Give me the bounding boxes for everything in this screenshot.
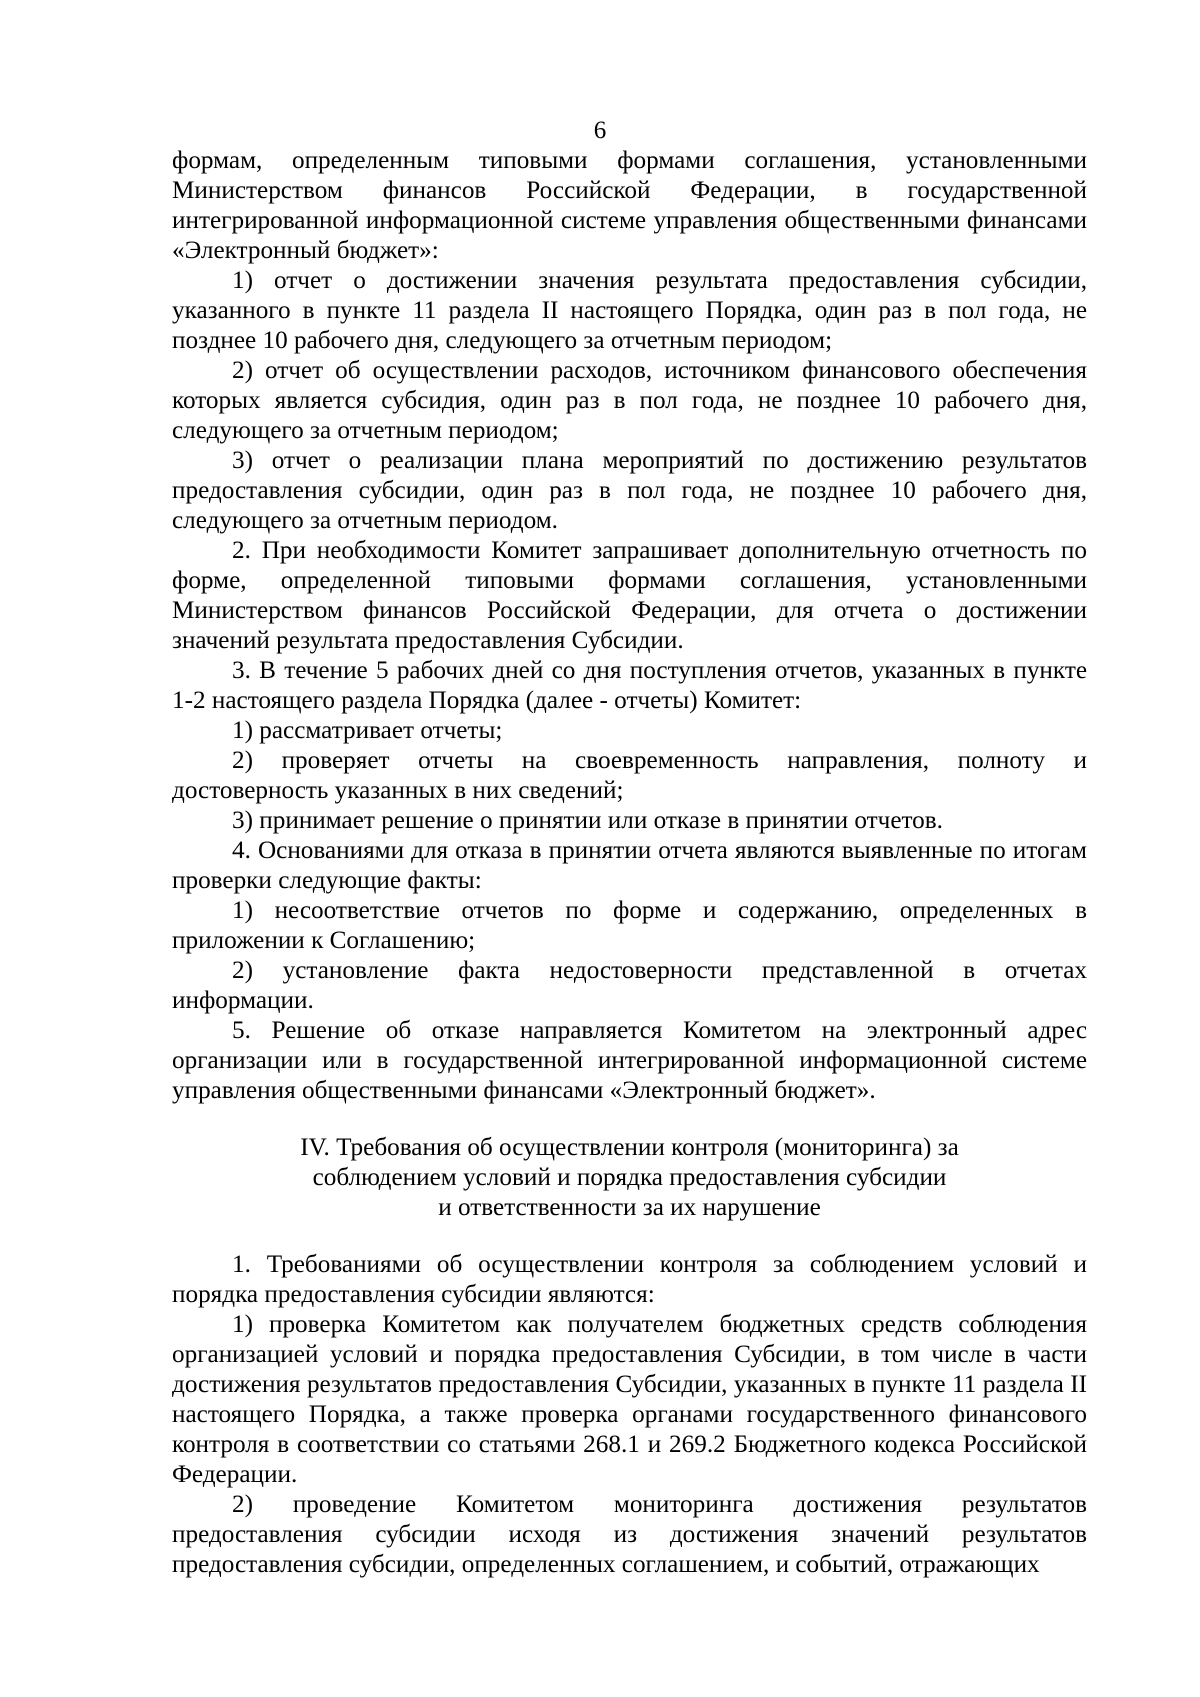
paragraph: 3) отчет о реализации плана мероприятий по достижению результатов предоставления субсидии, один раз в пол года, не позднее 10 рабочего дня, следующего за отчетным периодом.	[172, 447, 1087, 534]
paragraph: 2) проверяет отчеты на своевременность направления, полноту и достоверность указанных в них сведений;	[172, 747, 1087, 804]
paragraph: 2) отчет об осуществлении расходов, источником финансового обеспечения которых является субсидия, один раз в пол года, не позднее 10 рабочего дня, следующего за отчетным периодом;	[172, 357, 1087, 444]
paragraph: 1. Требованиями об осуществлении контроля за соблюдением условий и порядка предоставления субсидии являются:	[172, 1251, 1087, 1308]
paragraph: 1) отчет о достижении значения результата предоставления субсидии, указанного в пункте 11 раздела II настоящего Порядка, один раз в пол года, не позднее 10 рабочего дня, следующего за отчетным периодом;	[172, 267, 1087, 354]
section-heading	[172, 1133, 1087, 1223]
paragraph: 3. В течение 5 рабочих дней со дня поступления отчетов, указанных в пункте 1-2 настоящего раздела Порядка (далее - отчеты) Комитет:	[172, 657, 1087, 714]
paragraph: 1) рассматривает отчеты;	[232, 717, 503, 744]
document-body	[172, 146, 1087, 1580]
paragraph: 1) проверка Комитетом как получателем бюджетных средств соблюдения организацией условий и порядка предоставления Субсидии, в том числе в части достижения результатов предоставления Субсидии, указанных в пункте 11 раздела II настоящего Порядка, а также проверка органами государственного финансового контроля в соответствии со статьями 268.1 и 269.2 Бюджетного кодекса Российской Федерации.	[172, 1311, 1087, 1488]
page-number: 6	[593, 117, 607, 144]
paragraph: 2) установление факта недостоверности представленной в отчетах информации.	[172, 957, 1087, 1014]
paragraph: 2. При необходимости Комитет запрашивает дополнительную отчетность по форме, определенной типовыми формами соглашения, установленными Министерством финансов Российской Федерации, для отчета о достижении значений результата предоставления Субсидии.	[172, 537, 1087, 654]
section-heading-line: и ответственности за их нарушение	[438, 1194, 821, 1221]
paragraph: 3) принимает решение о принятии или отказе в принятии отчетов.	[232, 807, 943, 834]
paragraph: формам, определенным типовыми формами соглашения, установленными Министерством финансов Российской Федерации, в государственной интегрированной информационной системе управления общественными финансами «Электронный бюджет»:	[172, 147, 1087, 264]
section-heading-line: соблюдением условий и порядка предоставления субсидии	[312, 1164, 947, 1191]
paragraph: 4. Основаниями для отказа в принятии отчета являются выявленные по итогам проверки следующие факты:	[172, 837, 1087, 894]
section-heading-line: IV. Требования об осуществлении контроля (мониторинга) за	[300, 1134, 959, 1161]
paragraph: 1) несоответствие отчетов по форме и содержанию, определенных в приложении к Соглашению;	[172, 897, 1087, 954]
section-iv-body	[172, 1250, 1087, 1580]
paragraph: 2) проведение Комитетом мониторинга достижения результатов предоставления субсидии исходя из достижения значений результатов предоставления субсидии, определенных соглашением, и событий, отражающих	[172, 1491, 1087, 1578]
paragraph: 5. Решение об отказе направляется Комитетом на электронный адрес организации или в государственной интегрированной информационной системе управления общественными финансами «Электронный бюджет».	[172, 1017, 1087, 1104]
section-iii-continuation	[172, 146, 1087, 1106]
